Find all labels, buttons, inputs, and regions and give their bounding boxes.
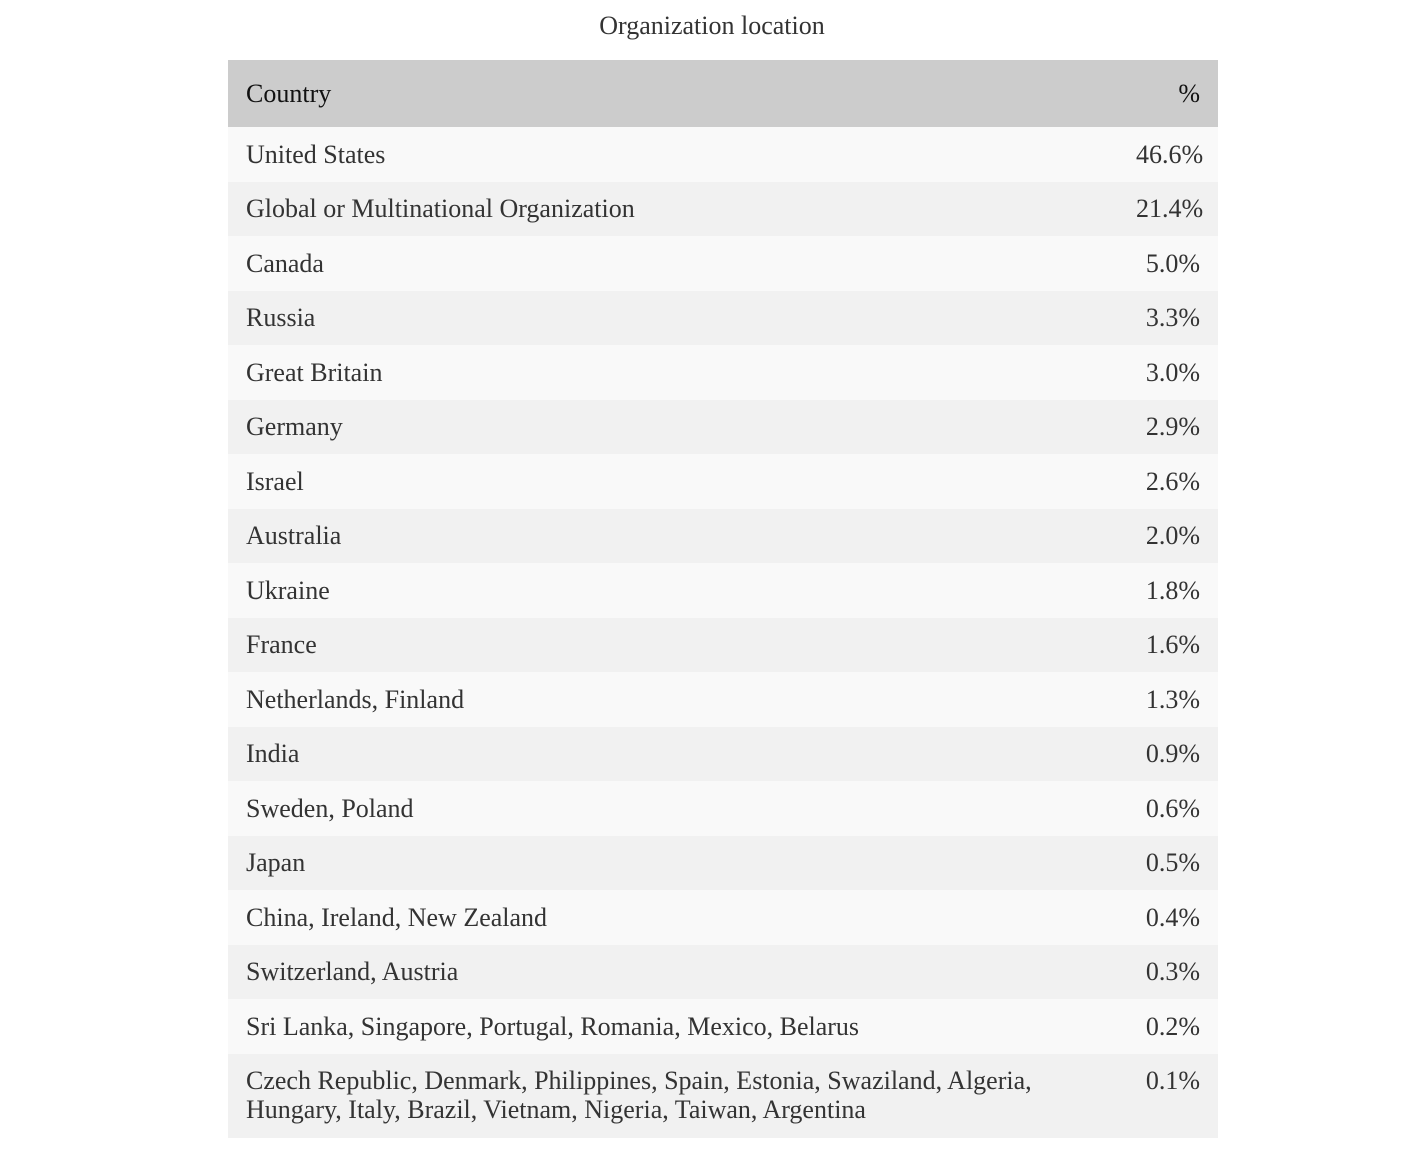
country-cell: Switzerland, Austria xyxy=(228,945,1118,1000)
country-cell: Russia xyxy=(228,291,1118,346)
percent-cell: 0.3% xyxy=(1118,945,1218,1000)
percent-cell: 0.4% xyxy=(1118,890,1218,945)
country-cell: United States xyxy=(228,127,1118,182)
percent-cell: 0.5% xyxy=(1118,836,1218,891)
table-row xyxy=(228,781,1218,836)
column-header-percent: % xyxy=(1118,60,1218,127)
country-cell: Japan xyxy=(228,836,1118,891)
table-row xyxy=(228,345,1218,400)
percent-cell: 2.9% xyxy=(1118,400,1218,455)
table-row xyxy=(228,945,1218,1000)
percent-cell: 3.3% xyxy=(1118,291,1218,346)
table-row xyxy=(228,999,1218,1054)
percent-cell: 1.8% xyxy=(1118,563,1218,618)
percent-cell: 2.0% xyxy=(1118,509,1218,564)
country-cell: Sweden, Poland xyxy=(228,781,1118,836)
percent-cell: 0.6% xyxy=(1118,781,1218,836)
table-row xyxy=(228,454,1218,509)
table-row xyxy=(228,182,1218,237)
percent-cell: 1.6% xyxy=(1118,618,1218,673)
country-cell: Czech Republic, Denmark, Philippines, Spain, Estonia, Swaziland, Algeria, Hungary, Italy, Brazil, Vietnam, Nigeria, Taiwan, Argentina xyxy=(228,1054,1118,1138)
country-cell: Australia xyxy=(228,509,1118,564)
table-row xyxy=(228,509,1218,564)
column-header-country: Country xyxy=(228,60,1118,127)
country-cell: China, Ireland, New Zealand xyxy=(228,890,1118,945)
percent-cell: 2.6% xyxy=(1118,454,1218,509)
table-row xyxy=(228,563,1218,618)
country-cell: Israel xyxy=(228,454,1118,509)
table-row xyxy=(228,127,1218,182)
country-cell: Global or Multinational Organization xyxy=(228,182,1118,237)
table-row xyxy=(228,236,1218,291)
country-cell: Ukraine xyxy=(228,563,1118,618)
table-row xyxy=(228,400,1218,455)
table-row xyxy=(228,727,1218,782)
table-row xyxy=(228,890,1218,945)
percent-cell: 21.4% xyxy=(1118,182,1218,237)
percent-cell: 1.3% xyxy=(1118,672,1218,727)
table-title: Organization location xyxy=(599,11,825,40)
country-cell: India xyxy=(228,727,1118,782)
table-row xyxy=(228,672,1218,727)
table-header-row xyxy=(228,60,1218,127)
country-cell: France xyxy=(228,618,1118,673)
country-cell: Netherlands, Finland xyxy=(228,672,1118,727)
percent-cell: 46.6% xyxy=(1118,127,1218,182)
percent-cell: 0.2% xyxy=(1118,999,1218,1054)
percent-cell: 0.1% xyxy=(1118,1054,1218,1138)
table-row xyxy=(228,1054,1218,1138)
percent-cell: 0.9% xyxy=(1118,727,1218,782)
table-row xyxy=(228,836,1218,891)
organization-location-table xyxy=(228,60,1218,1138)
percent-cell: 5.0% xyxy=(1118,236,1218,291)
country-cell: Sri Lanka, Singapore, Portugal, Romania, Mexico, Belarus xyxy=(228,999,1118,1054)
country-cell: Canada xyxy=(228,236,1118,291)
country-cell: Germany xyxy=(228,400,1118,455)
table-row xyxy=(228,291,1218,346)
country-cell: Great Britain xyxy=(228,345,1118,400)
percent-cell: 3.0% xyxy=(1118,345,1218,400)
table-row xyxy=(228,618,1218,673)
